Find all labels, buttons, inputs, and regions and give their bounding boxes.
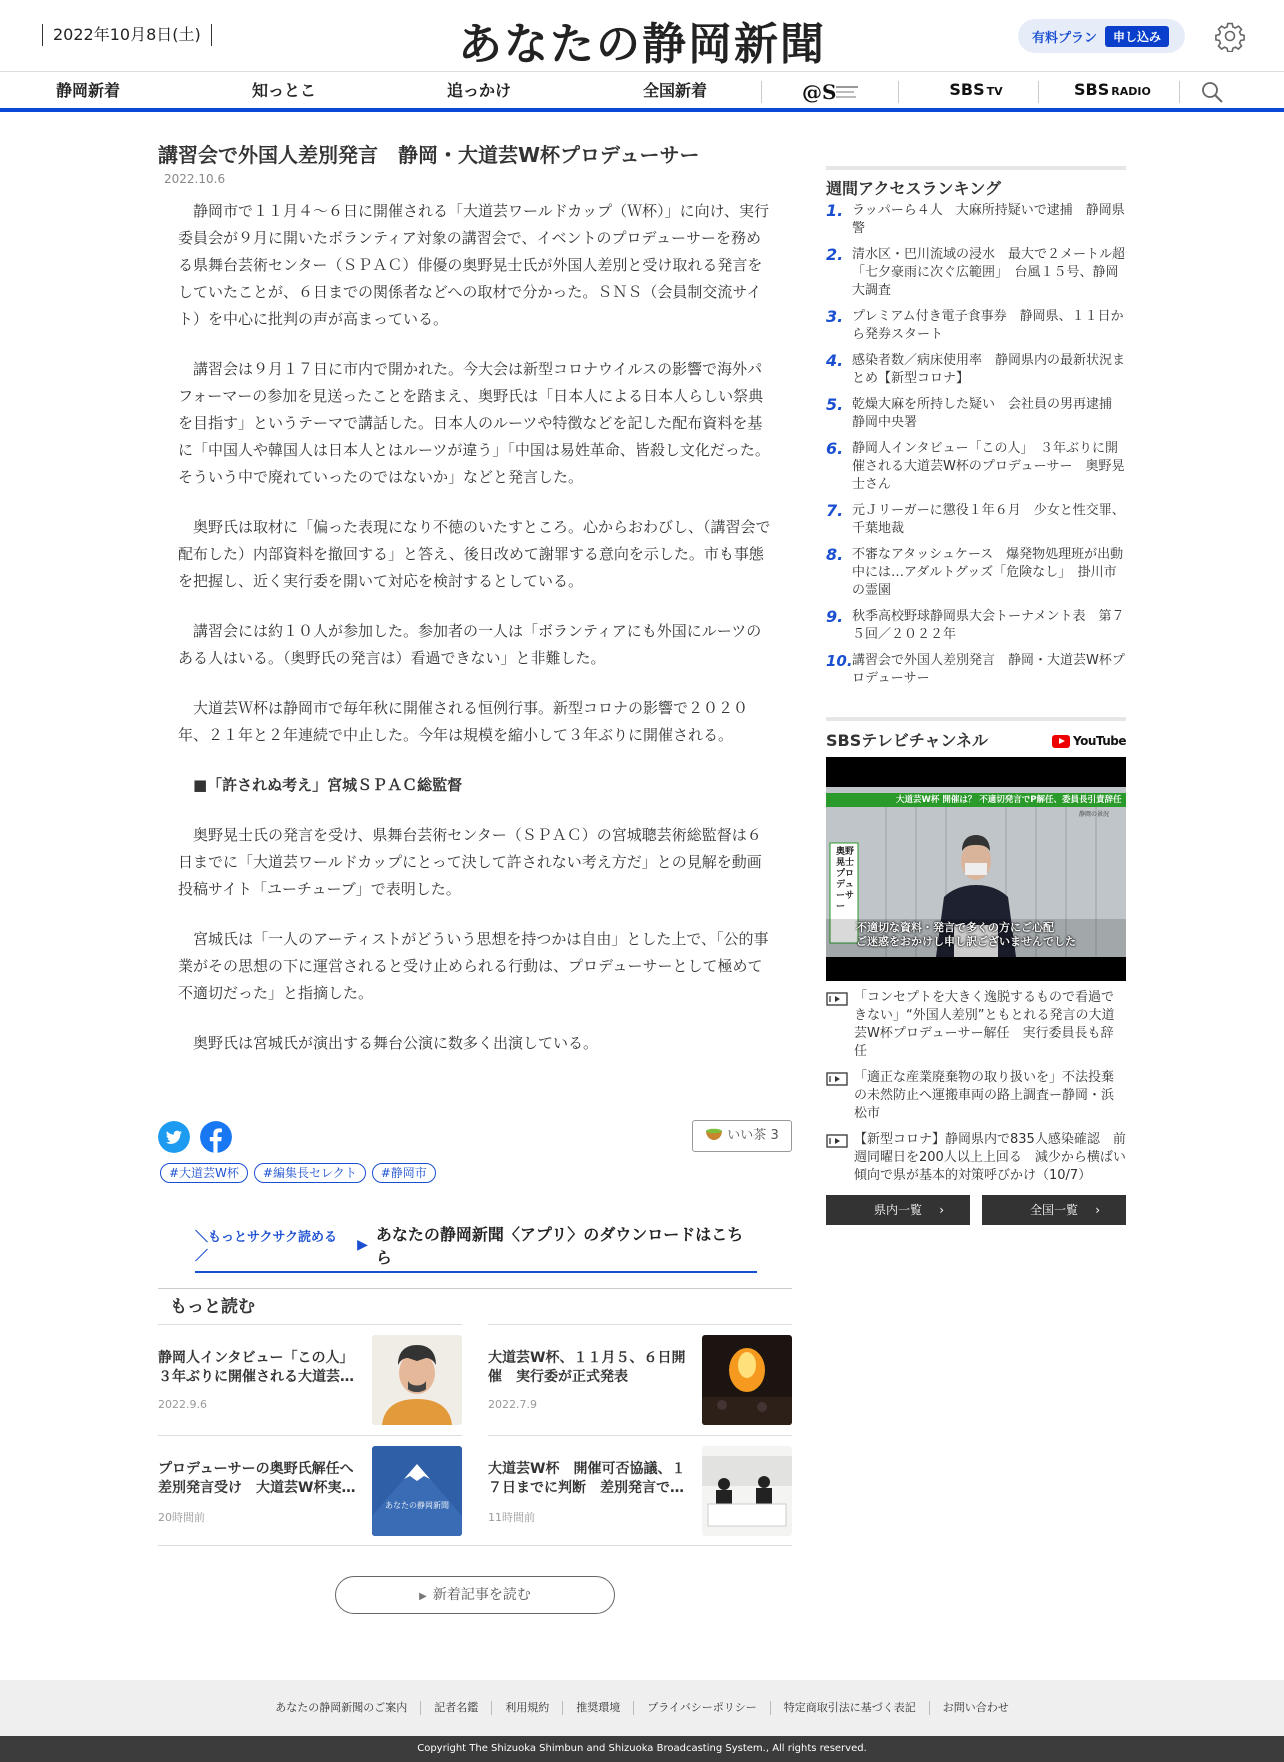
more-article-date: 2022.7.9 — [488, 1398, 537, 1411]
footer-link[interactable]: 利用規約 — [491, 1701, 562, 1715]
article-title: 講習会で外国人差別発言 静岡・大道芸W杯プロデューサー — [158, 143, 700, 167]
sbs-tv-channel — [826, 717, 1126, 1225]
iicha-count: 3 — [770, 1128, 779, 1143]
footer-link[interactable]: プライバシーポリシー — [633, 1701, 769, 1715]
nav-shizuoka-new[interactable]: 静岡新着 — [55, 81, 120, 100]
svg-text:@S: @S — [802, 80, 837, 104]
tag-link[interactable]: #大道芸W杯 — [160, 1163, 248, 1183]
tv-header — [826, 721, 1126, 757]
tv-list-buttons — [826, 1195, 1126, 1225]
local-list-button[interactable] — [826, 1195, 970, 1225]
more-article-date: 20時間前 — [158, 1511, 205, 1524]
ranking-number: 5. — [826, 395, 844, 414]
youtube-label: YouTube — [1072, 734, 1126, 748]
chevron-right-icon: › — [939, 1203, 944, 1217]
nav-shittoko[interactable]: 知っとこ — [251, 81, 316, 100]
youtube-logo[interactable] — [1052, 734, 1126, 748]
at-s-logo-icon[interactable] — [800, 78, 862, 106]
national-list-label: 全国一覧 — [1029, 1203, 1078, 1217]
ranking-title: 不審なアタッシュケース 爆発物処理班が出動 中には…アダルトグッズ「危険なし」 掛川市の霊園 — [852, 547, 1124, 598]
ranking-title: 講習会で外国人差別発言 静岡・大道芸W杯プロデューサー — [852, 653, 1125, 686]
ranking-title: 乾燥大麻を所持した疑い 会社員の男再逮捕 静岡中央署 — [852, 397, 1126, 430]
article-date: 2022.10.6 — [164, 172, 226, 186]
tea-cup-icon — [705, 1127, 723, 1141]
ranking-item[interactable] — [826, 440, 1126, 494]
article-subheading: ■「許されぬ考え」宮城ＳＰＡＣ総監督 — [193, 776, 463, 794]
ranking-title: ラッパーら４人 大麻所持疑いで逮捕 静岡県警 — [852, 203, 1125, 236]
more-article-title: プロデューサーの奥野氏解任へ 差別発言受け 大道芸W杯実… — [158, 1461, 356, 1496]
sbs-radio-label: SBS — [1074, 80, 1110, 99]
nav-divider — [1038, 81, 1039, 103]
apply-button[interactable]: 申し込み — [1105, 26, 1169, 47]
ranking-number: 6. — [826, 439, 844, 458]
sbs-tv-suffix: TV — [986, 85, 1003, 98]
read-new-articles-label: 新着記事を読む — [432, 1587, 531, 1603]
video-corner-caption: 静岡の景況 — [1079, 811, 1110, 818]
nav-okkake[interactable]: 追っかけ — [446, 81, 511, 100]
video-player[interactable] — [826, 757, 1126, 981]
video-top-caption: 大道芸W杯 開催は？ 不適切発言でP解任、委員長引責辞任 — [896, 795, 1122, 805]
more-article-card[interactable] — [158, 1435, 462, 1546]
ranking-item[interactable] — [826, 202, 1126, 238]
article-paragraph: 静岡市で１１月４～６日に開催される「大道芸ワールドカップ（Ｗ杯）」に向け、実行委員会が９月に開いたボランティア対象の講習会で、イベントのプロデューサーを務める県舞台芸術センター（ＳＰＡＣ）俳優の奥野晃士氏が外国人差別と受け取れる発言をしていたことが、６日までの関係者などへの取材で分かった。ＳＮＳ（会員制交流サイト）を中心に批判の声が高まっている。 — [178, 202, 770, 328]
ranking-number: 10. — [826, 652, 853, 670]
ranking-item[interactable] — [826, 396, 1126, 432]
youtube-play-icon — [1052, 735, 1070, 748]
tv-video-title: 【新型コロナ】静岡県内で835人感染確認 前週同曜日を200人以上上回る 減少から横ばい傾向で県が基本的対策呼びかけ（10/7） — [854, 1132, 1126, 1183]
more-reading-bottom-rule — [158, 1545, 792, 1546]
current-date: 2022年10月8日(土) — [42, 24, 212, 46]
ranking-item[interactable] — [826, 352, 1126, 388]
video-list-icon — [826, 1134, 848, 1148]
more-reading-heading: もっと読む — [158, 1288, 792, 1324]
sbs-tv-label: SBS — [949, 80, 985, 99]
ranking-number: 8. — [826, 545, 844, 564]
sbs-radio-suffix: RADIO — [1111, 85, 1151, 98]
nav-national-new[interactable]: 全国新着 — [642, 81, 707, 100]
iicha-label: いい茶 — [727, 1128, 767, 1143]
facebook-icon[interactable] — [200, 1121, 232, 1153]
nav-divider — [898, 81, 899, 103]
press-conference-thumbnail — [702, 1446, 792, 1536]
more-article-card[interactable] — [488, 1324, 792, 1435]
twitter-icon[interactable] — [158, 1121, 190, 1153]
tag-list — [160, 1163, 436, 1183]
social-share-bar — [158, 1120, 792, 1154]
article-paragraph: 奥野晃士氏の発言を受け、県舞台芸術センター（ＳＰＡＣ）の宮城聰芸術総監督は６日までに「大道芸ワールドカップにとって決して許されない考え方だ」との見解を動画投稿サイト「ユーチューブ」で表明した。 — [178, 826, 762, 898]
more-article-date: 11時間前 — [488, 1511, 535, 1524]
ranking-title: 感染者数／病床使用率 静岡県内の最新状況まとめ【新型コロナ】 — [852, 353, 1126, 386]
ranking-title: 元Ｊリーガーに懲役１年６月 少女と性交罪、千葉地裁 — [852, 503, 1125, 536]
ranking-number: 7. — [826, 501, 844, 520]
tv-video-title: 「適正な産業廃棄物の取り扱いを」不法投棄の未然防止へ運搬車両の路上調査ー静岡・浜松市 — [854, 1070, 1115, 1121]
ranking-item[interactable] — [826, 502, 1126, 538]
site-header — [0, 0, 1284, 72]
copyright: Copyright The Shizuoka Shimbun and Shizuoka Broadcasting System., All rights reserved. — [0, 1736, 1284, 1762]
local-list-label: 県内一覧 — [873, 1203, 922, 1217]
ranking-item[interactable] — [826, 308, 1126, 344]
article-paragraph: 大道芸Ｗ杯は静岡市で毎年秋に開催される恒例行事。新型コロナの影響で２０２０年、２１年と２年連続で中止した。今年は規模を縮小して３年ぶりに開催される。 — [178, 699, 749, 744]
more-article-card[interactable] — [158, 1324, 462, 1435]
paid-plan-banner[interactable] — [1018, 19, 1185, 53]
play-arrow-icon: ▶ — [419, 1591, 427, 1602]
tv-video-title: 「コンセプトを大きく逸脱するもので看過できない」“外国人差別”ともとれる発言の大道芸W杯プロデューサー解任 実行委員長も辞任 — [854, 990, 1115, 1059]
ranking-number: 4. — [826, 351, 844, 370]
article-paragraph: 奥野氏は取材に「偏った表現になり不徳のいたすところ。心からおわびし、（講習会で配布した）内部資料を撤回する」と答え、後日改めて謝罪する意向を示した。市も事態を把握し、近く実行委を開いて対応を検討するとしている。 — [178, 518, 771, 590]
video-caption — [856, 921, 1076, 949]
ranking-item[interactable] — [826, 608, 1126, 644]
tag-link[interactable]: #編集長セレクト — [254, 1163, 366, 1183]
footer-links — [0, 1680, 1284, 1736]
ranking-number: 3. — [826, 307, 844, 326]
more-article-title: 大道芸W杯、１１月５、６日開催 実行委が正式発表 — [488, 1350, 686, 1385]
app-download-banner[interactable] — [195, 1222, 757, 1273]
tv-heading: SBSテレビチャンネル — [826, 731, 988, 750]
read-new-articles-button[interactable] — [335, 1576, 615, 1614]
nav-sbs-tv[interactable] — [944, 80, 1008, 104]
main-nav — [0, 72, 1284, 112]
play-arrow-icon: ▶ — [357, 1237, 368, 1253]
article-paragraph: 宮城氏は「一人のアーティストがどういう思想を持つかは自由」とした上で、「公的事業がその思想の下に運営されると受け止められる行動は、プロデューサーとして極めて不適切だった」と指摘した。 — [178, 930, 769, 1002]
weekly-ranking — [826, 166, 1126, 696]
national-list-button[interactable] — [982, 1195, 1126, 1225]
ranking-number: 2. — [826, 245, 844, 264]
gear-icon[interactable] — [1214, 20, 1246, 52]
video-caption-line: ご迷惑をおかけし申し訳ございませんでした — [856, 935, 1076, 948]
footer-link[interactable]: あなたの静岡新聞のご案内 — [275, 1701, 408, 1714]
nav-divider — [1179, 81, 1180, 103]
tv-video-item[interactable] — [826, 989, 1126, 1061]
app-download-kicker: ＼もっとサクサク読める／ — [195, 1230, 337, 1264]
article — [158, 140, 792, 1080]
ranking-title: 清水区・巴川流域の浸水 最大で２メートル超 「七夕豪雨に次ぐ広範囲」 台風１５号、静岡大調査 — [852, 247, 1126, 298]
portrait-thumbnail — [372, 1335, 462, 1425]
ranking-item[interactable] — [826, 246, 1126, 300]
search-icon[interactable] — [1200, 80, 1224, 104]
video-list-icon — [826, 1072, 848, 1086]
ranking-number: 1. — [826, 201, 844, 220]
video-side-caption: 奥野晃士プロデューサー — [836, 847, 855, 912]
ranking-item[interactable] — [826, 546, 1126, 600]
thumbnail-logo-text: あなたの静岡新聞 — [385, 1501, 449, 1510]
tv-video-item[interactable] — [826, 1069, 1126, 1123]
nav-divider — [761, 81, 762, 103]
site-logo-text[interactable]: あなたの静岡新聞 — [458, 19, 826, 70]
ranking-item[interactable] — [826, 652, 1126, 688]
more-article-title: 大道芸W杯 開催可否協議、１７日までに判断 差別発言で… — [488, 1461, 686, 1496]
ranking-number: 9. — [826, 607, 844, 626]
ranking-heading: 週間アクセスランキング — [826, 179, 1002, 198]
footer-link[interactable]: お問い合わせ — [929, 1701, 1022, 1715]
article-paragraph: 奥野氏は宮城氏が演出する舞台公演に数多く出演している。 — [193, 1034, 599, 1052]
ranking-title: 秋季高校野球静岡県大会トーナメント表 第７５回／２０２２年 — [852, 609, 1125, 642]
iicha-button[interactable] — [692, 1120, 792, 1152]
paid-plan-label: 有料プラン — [1032, 30, 1098, 46]
fire-performance-thumbnail — [702, 1335, 792, 1425]
video-caption-line: 不適切な資料・発言で多くの方にご心配 — [856, 921, 1054, 934]
chevron-right-icon: › — [1095, 1203, 1100, 1217]
tv-video-item[interactable] — [826, 1131, 1126, 1185]
more-article-title: 静岡人インタビュー「この人」 ３年ぶりに開催される大道芸… — [158, 1350, 354, 1385]
article-paragraph: 講習会には約１０人が参加した。参加者の一人は「ボランティアにも外国にルーツのある人はいる。（奥野氏の発言は）看過できない」と非難した。 — [178, 622, 762, 667]
nav-sbs-radio[interactable] — [1074, 80, 1150, 104]
article-paragraph: 講習会は９月１７日に市内で開かれた。今大会は新型コロナウイルスの影響で海外パフォーマーの参加を見送ったことを踏まえ、奥野氏は「日本人による日本人らしい祭典を目指す」というテーマで講話した。日本人のルーツや特徴などを記した配布資料を基に「中国人や韓国人は日本人とはルーツが違う」「中国は易姓革命、皆殺し文化だった。そういう中で廃れていったのではないか」などと発言した。 — [178, 360, 770, 486]
mount-fuji-thumbnail — [372, 1446, 462, 1536]
ranking-title: プレミアム付き電子食事券 静岡県、１１日から発券スタート — [852, 309, 1124, 342]
video-list-icon — [826, 992, 848, 1006]
more-article-card[interactable] — [488, 1435, 792, 1546]
article-body — [158, 198, 772, 1057]
tag-link[interactable]: #静岡市 — [372, 1163, 436, 1183]
more-reading-section — [158, 1288, 792, 1324]
more-article-date: 2022.9.6 — [158, 1398, 207, 1411]
footer-link[interactable]: 推奨環境 — [562, 1701, 633, 1715]
footer-link[interactable]: 記者名鑑 — [420, 1701, 491, 1715]
app-download-text: あなたの静岡新聞〈アプリ〉のダウンロードはこちら — [375, 1225, 744, 1267]
ranking-title: 静岡人インタビュー「この人」 ３年ぶりに開催される大道芸W杯のプロデューサー 奥野晃士さん — [852, 441, 1125, 492]
footer-link[interactable]: 特定商取引法に基づく表記 — [770, 1701, 929, 1715]
